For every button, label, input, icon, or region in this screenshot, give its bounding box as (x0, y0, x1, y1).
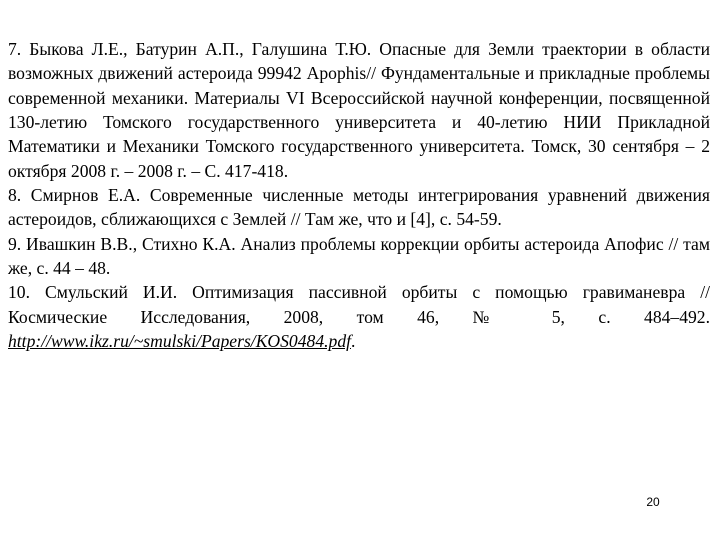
reference-item-9: 9. Ивашкин В.В., Стихно К.А. Анализ проблемы коррекции орбиты астероида Апофис // там же, с. 44 – 48. (8, 233, 710, 279)
reference-url-link[interactable]: http://www.ikz.ru/~smulski/Papers/KOS0484.pdf (8, 331, 352, 352)
reference-item-10-end: . (351, 331, 356, 352)
page-number: 20 (646, 495, 660, 509)
reference-item-7: 7. Быкова Л.Е., Батурин А.П., Галушина Т.Ю. Опасные для Земли траектории в области возможных движений астероида 99942 Apophis// Фундаментальные и прикладные проблемы современной механики. Материалы VI Всероссийской научной конференции, посвященной 130-летию Томского государственного университета и 40-летию НИИ Прикладной Математики и Механики Томского государственного университета. Томск, 30 сентября – 2 октября 2008 г. – 2008 г. – С. 417-418. (8, 39, 710, 181)
reference-item-10 (8, 280, 710, 353)
reference-item-8: 8. Смирнов Е.А. Современные численные методы интегрирования уравнений движения астероидов, сближающихся с Землей // Там же, что и [4], с. 54-59. (8, 185, 710, 230)
reference-item-10-text: 10. Смульский И.И. Оптимизация пассивной орбиты с помощью гравиманевра // Космические Исследования, 2008, том 46, № 5, с. 484–492. (8, 282, 710, 327)
reference-list (8, 37, 710, 353)
